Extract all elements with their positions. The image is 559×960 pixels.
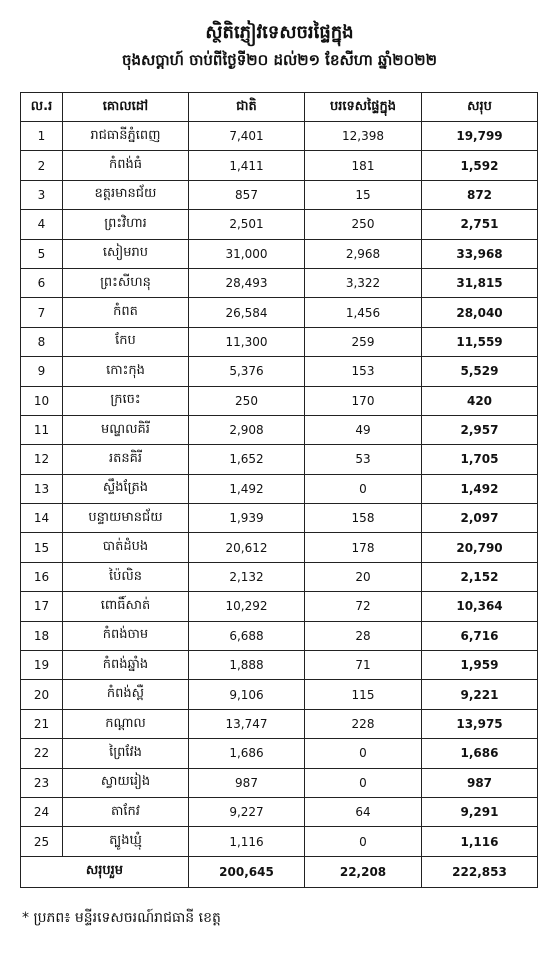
row-total: 1,592	[422, 151, 538, 180]
table-row	[21, 504, 538, 533]
row-number: 15	[21, 533, 63, 562]
header-total: សរុប	[422, 93, 538, 122]
row-number: 19	[21, 651, 63, 680]
row-destination: សៀមរាប	[63, 239, 189, 268]
row-foreign: 0	[305, 739, 422, 768]
row-total: 987	[422, 768, 538, 797]
document-subtitle: ចុងសប្ដាហ៍ ចាប់ពីថ្ងៃទី២០ ដល់២១ ខែសីហា ឆ្នាំ២០២២	[122, 51, 437, 69]
row-total: 2,097	[422, 504, 538, 533]
row-number: 24	[21, 797, 63, 826]
document-title: ស្ថិតិភ្ញៀវទេសចរផ្ទៃក្នុង	[205, 22, 354, 43]
row-national: 26,584	[189, 298, 305, 327]
header-national: ជាតិ	[189, 93, 305, 122]
row-total: 2,751	[422, 210, 538, 239]
row-total: 11,559	[422, 327, 538, 356]
row-destination: រាជធានីភ្នំពេញ	[63, 122, 189, 151]
row-destination: ក្រចេះ	[63, 386, 189, 415]
row-foreign: 115	[305, 680, 422, 709]
row-national: 31,000	[189, 239, 305, 268]
row-number: 13	[21, 474, 63, 503]
header-destination: គោលដៅ	[63, 93, 189, 122]
row-foreign: 181	[305, 151, 422, 180]
row-destination: កំពង់ស្ពឺ	[63, 680, 189, 709]
row-total: 28,040	[422, 298, 538, 327]
row-foreign: 0	[305, 768, 422, 797]
row-number: 5	[21, 239, 63, 268]
row-foreign: 153	[305, 357, 422, 386]
row-total: 19,799	[422, 122, 538, 151]
row-number: 20	[21, 680, 63, 709]
row-destination: មណ្ឌលគិរី	[63, 415, 189, 444]
row-number: 3	[21, 180, 63, 209]
row-number: 22	[21, 739, 63, 768]
row-national: 1,939	[189, 504, 305, 533]
row-total: 872	[422, 180, 538, 209]
row-total: 20,790	[422, 533, 538, 562]
row-foreign: 170	[305, 386, 422, 415]
row-destination: បន្ទាយមានជ័យ	[63, 504, 189, 533]
row-destination: ប៉ៃលិន	[63, 562, 189, 591]
row-foreign: 71	[305, 651, 422, 680]
grand-total-foreign: 22,208	[305, 856, 422, 887]
row-foreign: 178	[305, 533, 422, 562]
row-foreign: 158	[305, 504, 422, 533]
row-destination: កំពង់ចាម	[63, 621, 189, 650]
row-national: 11,300	[189, 327, 305, 356]
row-foreign: 0	[305, 474, 422, 503]
row-total: 6,716	[422, 621, 538, 650]
table-row	[21, 239, 538, 268]
table-row	[21, 180, 538, 209]
row-national: 857	[189, 180, 305, 209]
row-total: 31,815	[422, 268, 538, 297]
row-foreign: 64	[305, 797, 422, 826]
row-foreign: 228	[305, 709, 422, 738]
source-footnote: * ប្រភព៖ មន្ទីរទេសចរណ៍រាជធានី ខេត្ត	[22, 910, 221, 926]
title-block	[0, 20, 559, 72]
row-total: 10,364	[422, 592, 538, 621]
row-number: 2	[21, 151, 63, 180]
table-row	[21, 327, 538, 356]
row-foreign: 2,968	[305, 239, 422, 268]
table-body	[21, 122, 538, 857]
row-number: 10	[21, 386, 63, 415]
table-row	[21, 210, 538, 239]
row-total: 420	[422, 386, 538, 415]
row-total: 1,116	[422, 827, 538, 856]
row-destination: ឧត្តរមានជ័យ	[63, 180, 189, 209]
table-row	[21, 298, 538, 327]
table-row	[21, 592, 538, 621]
table-row	[21, 827, 538, 856]
row-national: 1,116	[189, 827, 305, 856]
row-foreign: 3,322	[305, 268, 422, 297]
row-national: 5,376	[189, 357, 305, 386]
row-destination: កំពត	[63, 298, 189, 327]
row-destination: ត្បូងឃ្មុំ	[63, 827, 189, 856]
table-row	[21, 122, 538, 151]
row-national: 1,411	[189, 151, 305, 180]
row-total: 1,492	[422, 474, 538, 503]
row-destination: បាត់ដំបង	[63, 533, 189, 562]
row-destination: ស្វាយរៀង	[63, 768, 189, 797]
row-number: 21	[21, 709, 63, 738]
row-national: 2,501	[189, 210, 305, 239]
row-total: 2,152	[422, 562, 538, 591]
row-national: 1,686	[189, 739, 305, 768]
row-destination: កែប	[63, 327, 189, 356]
table-row	[21, 739, 538, 768]
row-number: 1	[21, 122, 63, 151]
table-row	[21, 445, 538, 474]
row-number: 25	[21, 827, 63, 856]
row-total: 9,291	[422, 797, 538, 826]
row-national: 20,612	[189, 533, 305, 562]
row-number: 7	[21, 298, 63, 327]
row-number: 14	[21, 504, 63, 533]
row-national: 9,106	[189, 680, 305, 709]
tourist-statistics-table	[20, 92, 538, 888]
row-destination: កំពង់ធំ	[63, 151, 189, 180]
grand-total-total: 222,853	[422, 856, 538, 887]
row-national: 2,908	[189, 415, 305, 444]
table-row	[21, 386, 538, 415]
table-row	[21, 651, 538, 680]
table-row	[21, 268, 538, 297]
row-destination: ព្រៃវែង	[63, 739, 189, 768]
row-foreign: 250	[305, 210, 422, 239]
row-national: 1,492	[189, 474, 305, 503]
row-destination: ស្ទឹងត្រែង	[63, 474, 189, 503]
grand-total-national: 200,645	[189, 856, 305, 887]
row-number: 4	[21, 210, 63, 239]
table-row	[21, 415, 538, 444]
row-foreign: 28	[305, 621, 422, 650]
grand-total-label: សរុបរួម	[21, 856, 189, 887]
row-total: 1,705	[422, 445, 538, 474]
table-row	[21, 621, 538, 650]
table-row	[21, 709, 538, 738]
row-national: 28,493	[189, 268, 305, 297]
header-number: ល.រ	[21, 93, 63, 122]
row-national: 2,132	[189, 562, 305, 591]
row-total: 9,221	[422, 680, 538, 709]
row-number: 17	[21, 592, 63, 621]
row-foreign: 15	[305, 180, 422, 209]
row-destination: កណ្ដាល	[63, 709, 189, 738]
row-foreign: 53	[305, 445, 422, 474]
table-row	[21, 151, 538, 180]
row-destination: កំពង់ឆ្នាំង	[63, 651, 189, 680]
header-foreign: បរទេសផ្ទៃក្នុង	[305, 93, 422, 122]
row-foreign: 12,398	[305, 122, 422, 151]
grand-total-row	[21, 856, 538, 887]
row-foreign: 49	[305, 415, 422, 444]
row-foreign: 20	[305, 562, 422, 591]
row-number: 11	[21, 415, 63, 444]
row-total: 33,968	[422, 239, 538, 268]
row-national: 10,292	[189, 592, 305, 621]
row-destination: ព្រះវិហារ	[63, 210, 189, 239]
row-number: 9	[21, 357, 63, 386]
table-row	[21, 768, 538, 797]
row-total: 1,959	[422, 651, 538, 680]
table-row	[21, 680, 538, 709]
row-foreign: 1,456	[305, 298, 422, 327]
row-national: 250	[189, 386, 305, 415]
row-number: 18	[21, 621, 63, 650]
row-foreign: 72	[305, 592, 422, 621]
row-number: 8	[21, 327, 63, 356]
row-total: 2,957	[422, 415, 538, 444]
row-foreign: 259	[305, 327, 422, 356]
row-number: 23	[21, 768, 63, 797]
table-header-row	[21, 93, 538, 122]
row-destination: ព្រះសីហនុ	[63, 268, 189, 297]
row-number: 12	[21, 445, 63, 474]
row-national: 7,401	[189, 122, 305, 151]
table-row	[21, 357, 538, 386]
row-national: 13,747	[189, 709, 305, 738]
row-national: 6,688	[189, 621, 305, 650]
row-national: 1,652	[189, 445, 305, 474]
table-row	[21, 562, 538, 591]
row-destination: តាកែវ	[63, 797, 189, 826]
row-number: 6	[21, 268, 63, 297]
row-total: 1,686	[422, 739, 538, 768]
row-national: 1,888	[189, 651, 305, 680]
table-row	[21, 533, 538, 562]
row-destination: រតនគិរី	[63, 445, 189, 474]
row-number: 16	[21, 562, 63, 591]
row-foreign: 0	[305, 827, 422, 856]
row-national: 9,227	[189, 797, 305, 826]
row-destination: កោះកុង	[63, 357, 189, 386]
row-total: 13,975	[422, 709, 538, 738]
table-row	[21, 474, 538, 503]
table-row	[21, 797, 538, 826]
row-national: 987	[189, 768, 305, 797]
row-total: 5,529	[422, 357, 538, 386]
row-destination: ពោធិ៍សាត់	[63, 592, 189, 621]
